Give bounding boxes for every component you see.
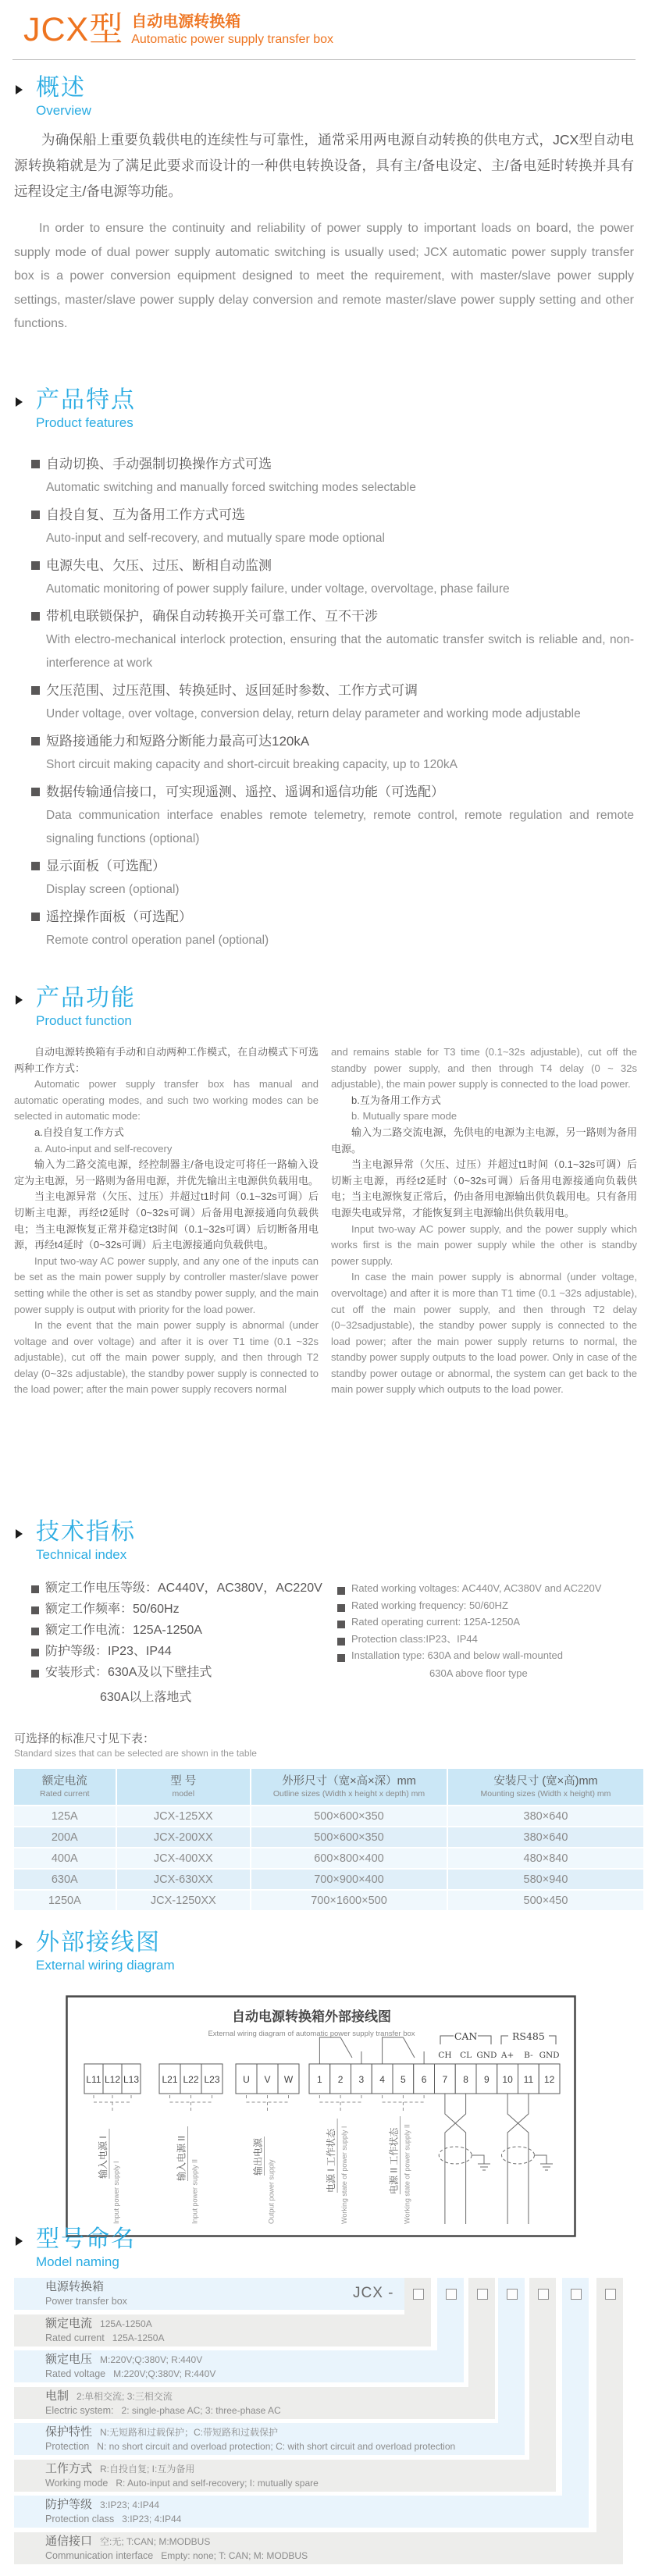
- heading-en: Product features: [36, 415, 134, 430]
- table-header-row: 额定电流 Rated current 型 号 model 外形尺寸（宽×高×深）mm Outline sizes (Width x height x depth) mm 安装尺寸 (宽×高)mm Mounting sizes (Width x height) mm: [14, 1769, 643, 1805]
- section-technical-heading: [16, 1519, 136, 1564]
- feature-item: 欠压范围、过压范围、转换延时、返回延时参数、工作方式可调 Under voltage, over voltage, conversion delay, return delay parameter and working mode adjustable: [31, 679, 634, 726]
- section-marker-icon: [16, 1940, 23, 1949]
- svg-text:输出电源: 输出电源: [252, 2137, 264, 2176]
- heading-cn: 产品功能: [36, 985, 136, 1011]
- feature-item: 显示面板（可选配） Display screen (optional): [31, 855, 634, 902]
- model-digit-box: [571, 2289, 582, 2300]
- svg-text:4: 4: [379, 2074, 385, 2085]
- svg-text:L21: L21: [162, 2074, 178, 2085]
- model-digit-box: [507, 2289, 518, 2300]
- svg-text:1: 1: [317, 2074, 322, 2085]
- feature-item: 自动切换、手动强制切换操作方式可选 Automatic switching and manually forced switching modes selectable: [31, 453, 634, 500]
- naming-arm: [562, 2278, 589, 2528]
- svg-text:L12: L12: [104, 2074, 121, 2085]
- technical-list-cn: 额定工作电压等级：AC440V，AC380V，AC220V 额定工作频率：50/60Hz 额定工作电流：125A-1250A 防护等级：IP23、IP44 安装形式：630A及以下壁挂式 630A以上落地式: [31, 1582, 328, 1705]
- section-marker-icon: [16, 2236, 23, 2246]
- feature-item: 电源失电、欠压、过压、断相自动监测 Automatic monitoring of power supply failure, under voltage, overvoltage, phase failure: [31, 554, 634, 601]
- naming-row: 通信接口 空:无; T:CAN; M:MODBUS Communication interface Empty: none; T: CAN; M: MODBUS: [45, 2534, 308, 2561]
- technical-list-en: Rated working voltages: AC440V, AC380V and AC220V Rated working frequency: 50/60HZ Rated operating current: 125A-1250A Protection class:IP23、IP44 Installation type: 630A and below wall-mounted 630A above floor type: [337, 1583, 637, 1679]
- overview-paragraph-en: In order to ensure the continuity and reliability of power supply to important loads on board, the power supply mode of dual power supply automatic switching is usually used; JCX automatic power supply transfer box is a power conversion equipment designed to meet the requirement, with master/slave power supply settings, master/slave power supply delay conversion and remote master/slave power supply setting and other functions.: [14, 222, 634, 330]
- can-pin-label: CL: [460, 2051, 472, 2060]
- svg-text:10: 10: [502, 2074, 513, 2085]
- table-row: 200A JCX-200XX 500×600×350 380×640: [14, 1827, 643, 1847]
- feature-item: 数据传输通信接口，可实现遥测、遥控、遥调和遥信功能（可选配） Data communication interface enables remote telemetry, remote control, remote regulation and remote signaling functions (optional): [31, 781, 634, 851]
- size-note-cn: 可选择的标准尺寸见下表：: [14, 1732, 155, 1745]
- svg-text:Working state of power supply: Working state of power supply II: [403, 2124, 411, 2224]
- can-pin-label: CH: [438, 2051, 452, 2060]
- svg-text:3: 3: [358, 2074, 365, 2085]
- naming-row: 保护特性 N:无短路和过载保护；C:带短路和过载保护 Protection N: no short circuit and overload protection; C: with short circuit and overload protection: [45, 2425, 456, 2452]
- product-model: JCX型: [23, 11, 124, 48]
- naming-row: 电制 2:单相交流; 3:三相交流 Electric system: 2: single-phase AC; 3: three-phase AC: [45, 2389, 281, 2416]
- svg-text:11: 11: [523, 2074, 534, 2085]
- can-label: CAN: [454, 2030, 478, 2042]
- overview-paragraph-cn: 为确保船上重要负载供电的连续性与可靠性，通常采用两电源自动转换的供电方式，JCX型自动电源转换箱就是为了满足此要求而设计的一种供电转换设备，具有主/备电设定、主/备电延时转换并具有远程设定主/备电源等功能。: [14, 132, 634, 199]
- section-wiring-heading: [16, 1930, 175, 1975]
- svg-text:2: 2: [337, 2074, 344, 2085]
- section-overview-heading: [16, 75, 91, 120]
- heading-en: External wiring diagram: [36, 1958, 175, 1973]
- naming-arm: [498, 2278, 525, 2455]
- product-title: [23, 9, 333, 50]
- table-row: 630A JCX-630XX 700×900×400 580×940: [14, 1870, 643, 1889]
- svg-text:12: 12: [543, 2074, 555, 2085]
- model-digit-box: [477, 2289, 488, 2300]
- header-divider: [12, 59, 636, 60]
- diagram-title-en: External wiring diagram of automatic power supply transfer box: [208, 2030, 415, 2038]
- svg-text:输入电源 I: 输入电源 I: [98, 2136, 109, 2179]
- svg-text:7: 7: [442, 2074, 448, 2085]
- feature-list: [31, 453, 634, 956]
- section-function-heading: [16, 985, 136, 1030]
- diagram-title-cn: 自动电源转换箱外部接线图: [232, 2009, 391, 2025]
- naming-row: 电源转换箱 Power transfer box: [45, 2280, 127, 2307]
- svg-text:W: W: [283, 2074, 294, 2085]
- svg-text:L22: L22: [183, 2074, 199, 2085]
- svg-text:9: 9: [484, 2074, 490, 2085]
- rs485-pin-label: A+: [500, 2051, 514, 2060]
- svg-text:L13: L13: [123, 2074, 140, 2085]
- svg-text:电源 II 工作状态: 电源 II 工作状态: [388, 2127, 400, 2194]
- section-marker-icon: [16, 1529, 23, 1539]
- function-column-right: and remains stable for T3 time (0.1~32s adjustable), cut off the standby power supply, and then through T4 delay (0 ~ 32s adjustable), the main power supply is connected to the load power. b.互为备用工作方式 b. Mutually spare mode 输入为二路交流电源，先供电的电源为主电源，另一路则为备用电源。 当主电源异常（欠压、过压）并超过t1时间（0.1~32s可调）后切断主电源，再经t2延时（0~32s可调）后备用电源接通向负载供电；当主电源恢复正常后，仍由备用电源输出供负载用电。只有备用电源失电或异常，才能恢复到主电源输出供负载用电。 Input two-way AC power supply, and the power supply which works first is the main power supply while the other is standby power supply. In case the main power supply is abnormal (under voltage, overvoltage) and after it is more than T1 time (0.1 ~32s adjustable), cut off the main power supply, and then through T2 delay (0~32sadjustable), the standby power supply is connected to the load power; after the main power supply returns to normal, the standby power supply outputs to the load power. Only in case of the standby power outage or abnormal, the system can get back to the main power supply which outputs to the load power.: [331, 1046, 637, 1396]
- svg-text:Input power supply II: Input power supply II: [190, 2158, 199, 2224]
- rs485-pin-label: GND: [539, 2051, 560, 2060]
- rs485-pin-label: B-: [524, 2051, 533, 2060]
- product-title-cn: 自动电源转换箱: [131, 13, 241, 30]
- heading-cn: 外部接线图: [36, 1930, 161, 1955]
- svg-text:Input power supply I: Input power supply I: [112, 2161, 120, 2224]
- wiring-diagram: [66, 1995, 576, 2237]
- naming-row: 额定电流 125A-1250A Rated current 125A-1250A: [45, 2316, 165, 2343]
- feature-item: 带机电联锁保护，确保自动转换开关可靠工作、互不干涉 With electro-mechanical interlock protection, ensuring that the automatic transfer switch is reliable and, non-interference at work: [31, 605, 634, 675]
- feature-item: 自投自复、互为备用工作方式可选 Auto-input and self-recovery, and mutually spare mode optional: [31, 503, 634, 550]
- model-digit-box: [413, 2289, 424, 2300]
- naming-row: 工作方式 R:自投自复; I:互为备用 Working mode R: Auto-input and self-recovery; I: mutually spare: [45, 2461, 319, 2489]
- svg-text:L11: L11: [86, 2074, 101, 2085]
- section-marker-icon: [16, 85, 23, 94]
- section-marker-icon: [16, 397, 23, 407]
- svg-text:L23: L23: [204, 2074, 220, 2085]
- naming-arm: [596, 2278, 623, 2564]
- heading-cn: 技术指标: [36, 1519, 136, 1545]
- model-digit-box: [446, 2289, 457, 2300]
- feature-item: 短路接通能力和短路分断能力最高可达120kA Short circuit making capacity and short-circuit breaking capacity, up to 120kA: [31, 730, 634, 777]
- svg-text:U: U: [243, 2074, 250, 2085]
- naming-row: 额定电压 M:220V;Q:380V; R:440V Rated voltage M:220V;Q:380V; R:440V: [45, 2353, 216, 2379]
- svg-text:输入电源 II: 输入电源 II: [176, 2135, 187, 2181]
- table-row: 125A JCX-125XX 500×600×350 380×640: [14, 1806, 643, 1826]
- model-digit-box: [605, 2289, 616, 2300]
- table-row: 1250A JCX-1250XX 700×1600×500 500×450: [14, 1891, 643, 1910]
- model-digit-box: [538, 2289, 549, 2300]
- function-column-left: 自动电源转换箱有手动和自动两种工作模式，在自动模式下可选两种工作方式： Automatic power supply transfer box has manual and automatic operating modes, and such two working modes can be selected in automatic mode: a.自投自复工作方式 a. Auto-input and self-recovery 输入为二路交流电源，经控制器主/备电设定可将任一路输入设定为主电源，另一路则为备用电源，并优先输出主电源供负载用电。 当主电源异常（欠压、过压）并超过t1时间（0.1~32s可调）后切断主电源，再经t2延时（0~32s可调）后备用电源接通向负载供电；当主电源恢复正常并稳定t3时间（0.1~32s可调）后切断备用电源，再经t4延时（0~32s可调）后主电源接通向负载供电。 Input two-way AC power supply, and any one of the inputs can be set as the main power supply by controller master/slave power setting while the other is set as standby power supply, and the main power supply is output with priority for the load power. In the event that the main power supply is abnormal (under voltage and over voltage) and after it is over T1 time (0.1 ~32s adjustable), cut off the main power supply, and then through T2 delay (0~32s adjustable), the standby power supply is connected to the load power; after the main power supply recovers normal: [14, 1046, 319, 1396]
- product-title-en: Automatic power supply transfer box: [131, 33, 334, 46]
- model-prefix: JCX -: [353, 2285, 394, 2301]
- heading-en: Technical index: [36, 1547, 127, 1562]
- naming-arm: [529, 2278, 556, 2492]
- heading-en: Product function: [36, 1013, 132, 1028]
- heading-cn: 型号命名: [36, 2226, 136, 2252]
- svg-text:8: 8: [463, 2074, 468, 2085]
- table-row: 400A JCX-400XX 600×800×400 480×840: [14, 1848, 643, 1868]
- heading-cn: 产品特点: [36, 387, 136, 413]
- svg-text:V: V: [264, 2074, 271, 2085]
- feature-item: 遥控操作面板（可选配） Remote control operation panel (optional): [31, 906, 634, 952]
- section-naming-heading: [16, 2226, 136, 2272]
- svg-text:Output power supply: Output power supply: [267, 2159, 276, 2224]
- can-pin-label: GND: [476, 2051, 497, 2060]
- rs485-label: RS485: [511, 2030, 545, 2042]
- svg-text:电源 I 工作状态: 电源 I 工作状态: [326, 2128, 337, 2193]
- heading-en: Model naming: [36, 2254, 119, 2269]
- model-naming-diagram: [14, 2278, 637, 2567]
- svg-text:6: 6: [421, 2074, 427, 2085]
- heading-en: Overview: [36, 103, 91, 118]
- svg-text:5: 5: [401, 2074, 406, 2085]
- size-table: [14, 1769, 643, 1912]
- naming-row: 防护等级 3:IP23; 4:IP44 Protection class 3:IP23; 4:IP44: [45, 2498, 182, 2524]
- heading-cn: 概述: [36, 75, 86, 101]
- section-features-heading: [16, 387, 136, 432]
- size-note-en: Standard sizes that can be selected are shown in the table: [14, 1748, 257, 1759]
- svg-text:Working state of power supply: Working state of power supply I: [340, 2126, 349, 2224]
- section-marker-icon: [16, 995, 23, 1005]
